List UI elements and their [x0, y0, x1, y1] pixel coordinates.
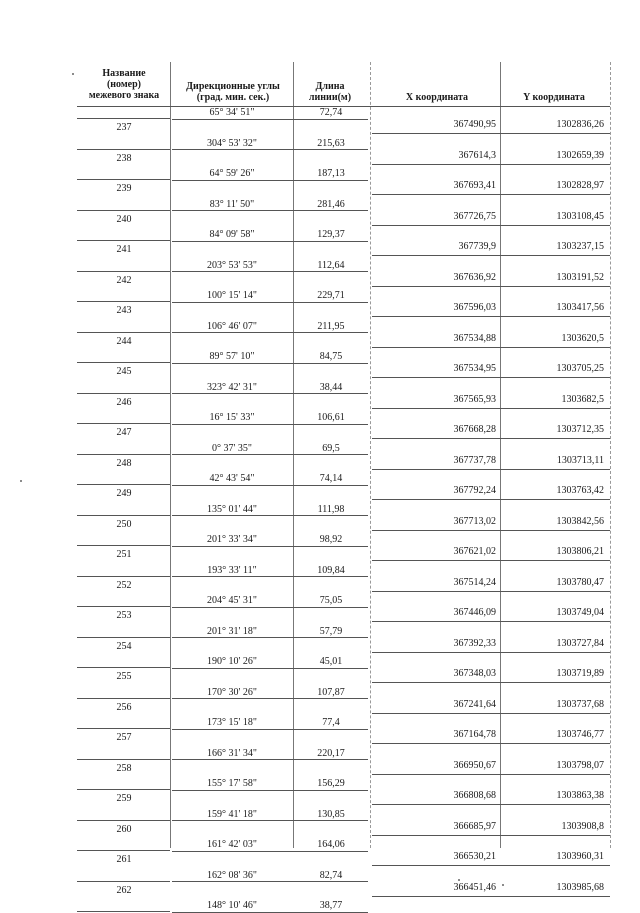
y-coordinate-cell: 1303191,52: [556, 271, 604, 283]
row-divider: [172, 180, 368, 181]
row-divider: [372, 164, 610, 165]
line-length-cell: 229,71: [317, 290, 345, 301]
row-divider: [172, 668, 368, 669]
x-coordinate-cell: 367596,03: [453, 302, 496, 313]
direction-angle-cell: 204° 45' 31": [207, 595, 257, 606]
y-coordinate-cell: 1303620,5: [561, 332, 604, 344]
row-divider: [372, 713, 610, 714]
x-coordinate-cell: 367693,41: [453, 180, 496, 191]
row-divider: [372, 743, 610, 744]
point-number-cell: 244: [116, 335, 132, 347]
row-divider: [372, 499, 610, 500]
line-length-cell: 109,84: [317, 564, 345, 576]
direction-angle-cell: 201° 31' 18": [207, 625, 257, 637]
row-divider: [172, 485, 368, 486]
y-coordinate-cell: 1303705,25: [556, 363, 604, 374]
row-divider: [372, 194, 610, 195]
point-number-cell: 248: [116, 457, 132, 469]
line-length-cell: 82,74: [319, 869, 343, 881]
row-divider: [172, 515, 368, 516]
row-divider: [172, 790, 368, 791]
row-divider: [77, 118, 170, 119]
direction-angle-cell: 155° 17' 58": [207, 778, 257, 789]
row-divider: [77, 911, 170, 912]
point-number-cell: 247: [116, 427, 132, 438]
x-coordinate-cell: 367614,3: [458, 149, 496, 161]
direction-angle-cell: 170° 30' 26": [207, 686, 257, 698]
row-divider: [172, 729, 368, 730]
row-divider: [372, 530, 610, 531]
row-divider: [372, 255, 610, 256]
row-divider: [172, 607, 368, 608]
row-divider: [372, 865, 610, 866]
direction-angle-cell: 161° 42' 03": [207, 839, 257, 850]
direction-angle-cell: 159° 41' 18": [207, 808, 257, 820]
direction-angle-cell: 135° 01' 44": [207, 503, 257, 515]
row-divider: [77, 210, 170, 211]
point-number-cell: 245: [116, 366, 132, 377]
x-coordinate-cell: 367792,24: [453, 485, 496, 496]
row-divider: [372, 408, 610, 409]
y-coordinate-cell: 1303763,42: [556, 485, 604, 496]
row-divider: [172, 271, 368, 272]
row-divider: [77, 850, 170, 851]
row-divider: [172, 149, 368, 150]
row-divider: [172, 881, 368, 882]
row-divider: [77, 271, 170, 272]
row-divider: [372, 591, 610, 592]
x-coordinate-cell: 367636,92: [453, 271, 496, 283]
x-coordinate-cell: 367565,93: [453, 393, 496, 405]
x-coordinate-cell: 367726,75: [453, 210, 496, 222]
y-coordinate-cell: 1303749,04: [556, 607, 604, 618]
line-length-cell: 69,5: [322, 442, 340, 454]
point-number-cell: 237: [116, 122, 132, 133]
y-coordinate-cell: 1303682,5: [561, 393, 604, 405]
direction-angle-cell: 89° 57' 10": [209, 351, 255, 362]
scan-speck: [458, 879, 460, 881]
row-divider: [372, 896, 610, 897]
y-coordinate-cell: 1303727,84: [556, 637, 604, 649]
line-length-cell: 84,75: [319, 351, 343, 362]
header-line-length: Длина линии(м): [308, 81, 352, 103]
line-length-cell: 156,29: [317, 778, 345, 789]
line-length-cell: 211,95: [317, 320, 345, 332]
row-divider: [372, 835, 610, 836]
scan-speck: [502, 884, 504, 886]
line-length-cell: 98,92: [319, 534, 343, 545]
row-divider: [77, 698, 170, 699]
column-divider: [500, 62, 501, 848]
y-coordinate-cell: 1303798,07: [556, 759, 604, 771]
row-divider: [172, 424, 368, 425]
line-length-cell: 72,74: [319, 107, 343, 118]
row-divider: [77, 332, 170, 333]
x-coordinate-cell: 366451,46: [453, 881, 496, 893]
line-length-cell: 107,87: [317, 686, 345, 698]
direction-angle-cell: 84° 09' 58": [209, 229, 255, 240]
row-divider: [372, 469, 610, 470]
row-divider: [77, 789, 170, 790]
row-divider: [372, 286, 610, 287]
x-coordinate-cell: 367621,02: [453, 546, 496, 557]
y-coordinate-cell: 1303737,68: [556, 698, 604, 710]
row-divider: [77, 484, 170, 485]
direction-angle-cell: 304° 53' 32": [207, 137, 257, 149]
y-coordinate-cell: 1303237,15: [556, 241, 604, 252]
point-number-cell: 259: [116, 793, 132, 804]
line-length-cell: 111,98: [317, 503, 345, 515]
row-divider: [172, 576, 368, 577]
direction-angle-cell: 323° 42' 31": [207, 381, 257, 393]
point-number-cell: 258: [116, 762, 132, 774]
y-coordinate-cell: 1303842,56: [556, 515, 604, 527]
point-number-cell: 253: [116, 610, 132, 621]
row-divider: [172, 119, 368, 120]
direction-angle-cell: 148° 10' 46": [207, 900, 257, 911]
row-divider: [372, 804, 610, 805]
row-divider: [172, 698, 368, 699]
row-divider: [172, 912, 368, 913]
row-divider: [372, 560, 610, 561]
direction-angle-cell: 173° 15' 18": [207, 717, 257, 728]
point-number-cell: 262: [116, 884, 132, 896]
point-number-cell: 246: [116, 396, 132, 408]
row-divider: [172, 546, 368, 547]
line-length-cell: 38,77: [319, 900, 343, 911]
row-divider: [77, 759, 170, 760]
line-length-cell: 77,4: [322, 717, 340, 728]
line-length-cell: 38,44: [319, 381, 343, 393]
line-length-cell: 75,05: [319, 595, 343, 606]
line-length-cell: 129,37: [317, 229, 345, 240]
row-divider: [77, 149, 170, 150]
row-divider: [77, 545, 170, 546]
row-divider: [77, 393, 170, 394]
point-number-cell: 239: [116, 183, 132, 194]
y-coordinate-cell: 1303908,8: [561, 820, 604, 832]
direction-angle-cell: 162° 08' 36": [207, 869, 257, 881]
x-coordinate-cell: 367164,78: [453, 729, 496, 740]
row-divider: [77, 454, 170, 455]
header-direction-angle: Дирекционные углы (град. мин. сек.): [186, 81, 280, 103]
point-number-cell: 242: [116, 274, 132, 286]
y-coordinate-cell: 1303713,11: [556, 454, 604, 466]
x-coordinate-cell: 367241,64: [453, 698, 496, 710]
row-divider: [172, 210, 368, 211]
header-x-coordinate: X координата: [405, 92, 469, 103]
row-divider: [77, 881, 170, 882]
point-number-cell: 261: [116, 854, 132, 865]
y-coordinate-cell: 1303746,77: [556, 729, 604, 740]
point-number-cell: 249: [116, 488, 132, 499]
x-coordinate-cell: 367514,24: [453, 576, 496, 588]
direction-angle-cell: 201° 33' 34": [207, 534, 257, 545]
row-divider: [77, 515, 170, 516]
point-number-cell: 260: [116, 823, 132, 835]
line-length-cell: 74,14: [319, 473, 343, 484]
row-divider: [77, 179, 170, 180]
direction-angle-cell: 106° 46' 07": [207, 320, 257, 332]
row-divider: [372, 621, 610, 622]
row-divider: [372, 682, 610, 683]
x-coordinate-cell: 367713,02: [453, 515, 496, 527]
header-y-coordinate: Y координата: [523, 92, 585, 103]
row-divider: [77, 240, 170, 241]
point-number-cell: 252: [116, 579, 132, 591]
row-divider: [77, 667, 170, 668]
line-length-cell: 164,06: [317, 839, 345, 850]
line-length-cell: 281,46: [317, 198, 345, 210]
row-divider: [172, 759, 368, 760]
row-divider: [77, 301, 170, 302]
point-number-cell: 257: [116, 732, 132, 743]
line-length-cell: 106,61: [317, 412, 345, 423]
row-divider: [172, 241, 368, 242]
row-divider: [77, 606, 170, 607]
row-divider: [172, 332, 368, 333]
row-divider: [77, 728, 170, 729]
point-number-cell: 241: [116, 244, 132, 255]
line-length-cell: 220,17: [317, 747, 345, 759]
row-divider: [172, 637, 368, 638]
line-length-cell: 45,01: [319, 656, 343, 667]
y-coordinate-cell: 1302659,39: [556, 149, 604, 161]
row-divider: [372, 225, 610, 226]
y-coordinate-cell: 1303960,31: [556, 851, 604, 862]
line-length-cell: 112,64: [317, 259, 345, 271]
row-divider: [172, 851, 368, 852]
x-coordinate-cell: 367446,09: [453, 607, 496, 618]
point-number-cell: 250: [116, 518, 132, 530]
y-coordinate-cell: 1302836,26: [556, 119, 604, 130]
x-coordinate-cell: 366530,21: [453, 851, 496, 862]
direction-angle-cell: 65° 34' 51": [209, 107, 255, 118]
point-number-cell: 240: [116, 213, 132, 225]
direction-angle-cell: 193° 33' 11": [207, 564, 257, 576]
direction-angle-cell: 166° 31' 34": [207, 747, 257, 759]
row-divider: [372, 438, 610, 439]
column-divider: [370, 62, 371, 848]
direction-angle-cell: 203° 53' 53": [207, 259, 257, 271]
row-divider: [77, 362, 170, 363]
direction-angle-cell: 83° 11' 50": [209, 198, 255, 210]
row-divider: [372, 316, 610, 317]
y-coordinate-cell: 1303719,89: [556, 668, 604, 679]
x-coordinate-cell: 367737,78: [453, 454, 496, 466]
point-number-cell: 251: [116, 549, 132, 560]
scan-speck: [72, 73, 74, 75]
row-divider: [172, 820, 368, 821]
row-divider: [172, 302, 368, 303]
line-length-cell: 187,13: [317, 168, 345, 179]
point-number-cell: 243: [116, 305, 132, 316]
x-coordinate-cell: 366950,67: [453, 759, 496, 771]
row-divider: [77, 820, 170, 821]
y-coordinate-cell: 1303417,56: [556, 302, 604, 313]
x-coordinate-cell: 367739,9: [458, 241, 496, 252]
row-divider: [77, 423, 170, 424]
direction-angle-cell: 16° 15' 33": [209, 412, 255, 423]
column-divider: [610, 62, 611, 848]
x-coordinate-cell: 367534,88: [453, 332, 496, 344]
x-coordinate-cell: 366685,97: [453, 820, 496, 832]
line-length-cell: 130,85: [317, 808, 345, 820]
row-divider: [77, 576, 170, 577]
direction-angle-cell: 100° 15' 14": [207, 290, 257, 301]
x-coordinate-cell: 367534,95: [453, 363, 496, 374]
y-coordinate-cell: 1303780,47: [556, 576, 604, 588]
point-number-cell: 238: [116, 152, 132, 164]
point-number-cell: 254: [116, 640, 132, 652]
direction-angle-cell: 42° 43' 54": [209, 473, 255, 484]
y-coordinate-cell: 1303806,21: [556, 546, 604, 557]
y-coordinate-cell: 1303108,45: [556, 210, 604, 222]
line-length-cell: 215,63: [317, 137, 345, 149]
y-coordinate-cell: 1302828,97: [556, 180, 604, 191]
y-coordinate-cell: 1303985,68: [556, 881, 604, 893]
scan-speck: [20, 480, 22, 482]
x-coordinate-cell: 367668,28: [453, 424, 496, 435]
row-divider: [372, 133, 610, 134]
row-divider: [372, 377, 610, 378]
y-coordinate-cell: 1303712,35: [556, 424, 604, 435]
header-point-name: Название (номер) межевого знака: [88, 68, 160, 101]
row-divider: [77, 637, 170, 638]
row-divider: [172, 363, 368, 364]
point-number-cell: 256: [116, 701, 132, 713]
row-divider: [172, 393, 368, 394]
point-number-cell: 255: [116, 671, 132, 682]
row-divider: [172, 454, 368, 455]
x-coordinate-cell: 366808,68: [453, 790, 496, 801]
x-coordinate-cell: 367392,33: [453, 637, 496, 649]
row-divider: [372, 652, 610, 653]
direction-angle-cell: 190° 10' 26": [207, 656, 257, 667]
x-coordinate-cell: 367348,03: [453, 668, 496, 679]
direction-angle-cell: 64° 59' 26": [209, 168, 255, 179]
y-coordinate-cell: 1303863,38: [556, 790, 604, 801]
x-coordinate-cell: 367490,95: [453, 119, 496, 130]
line-length-cell: 57,79: [319, 625, 343, 637]
direction-angle-cell: 0° 37' 35": [212, 442, 252, 454]
column-divider: [170, 62, 171, 848]
row-divider: [372, 347, 610, 348]
row-divider: [372, 774, 610, 775]
